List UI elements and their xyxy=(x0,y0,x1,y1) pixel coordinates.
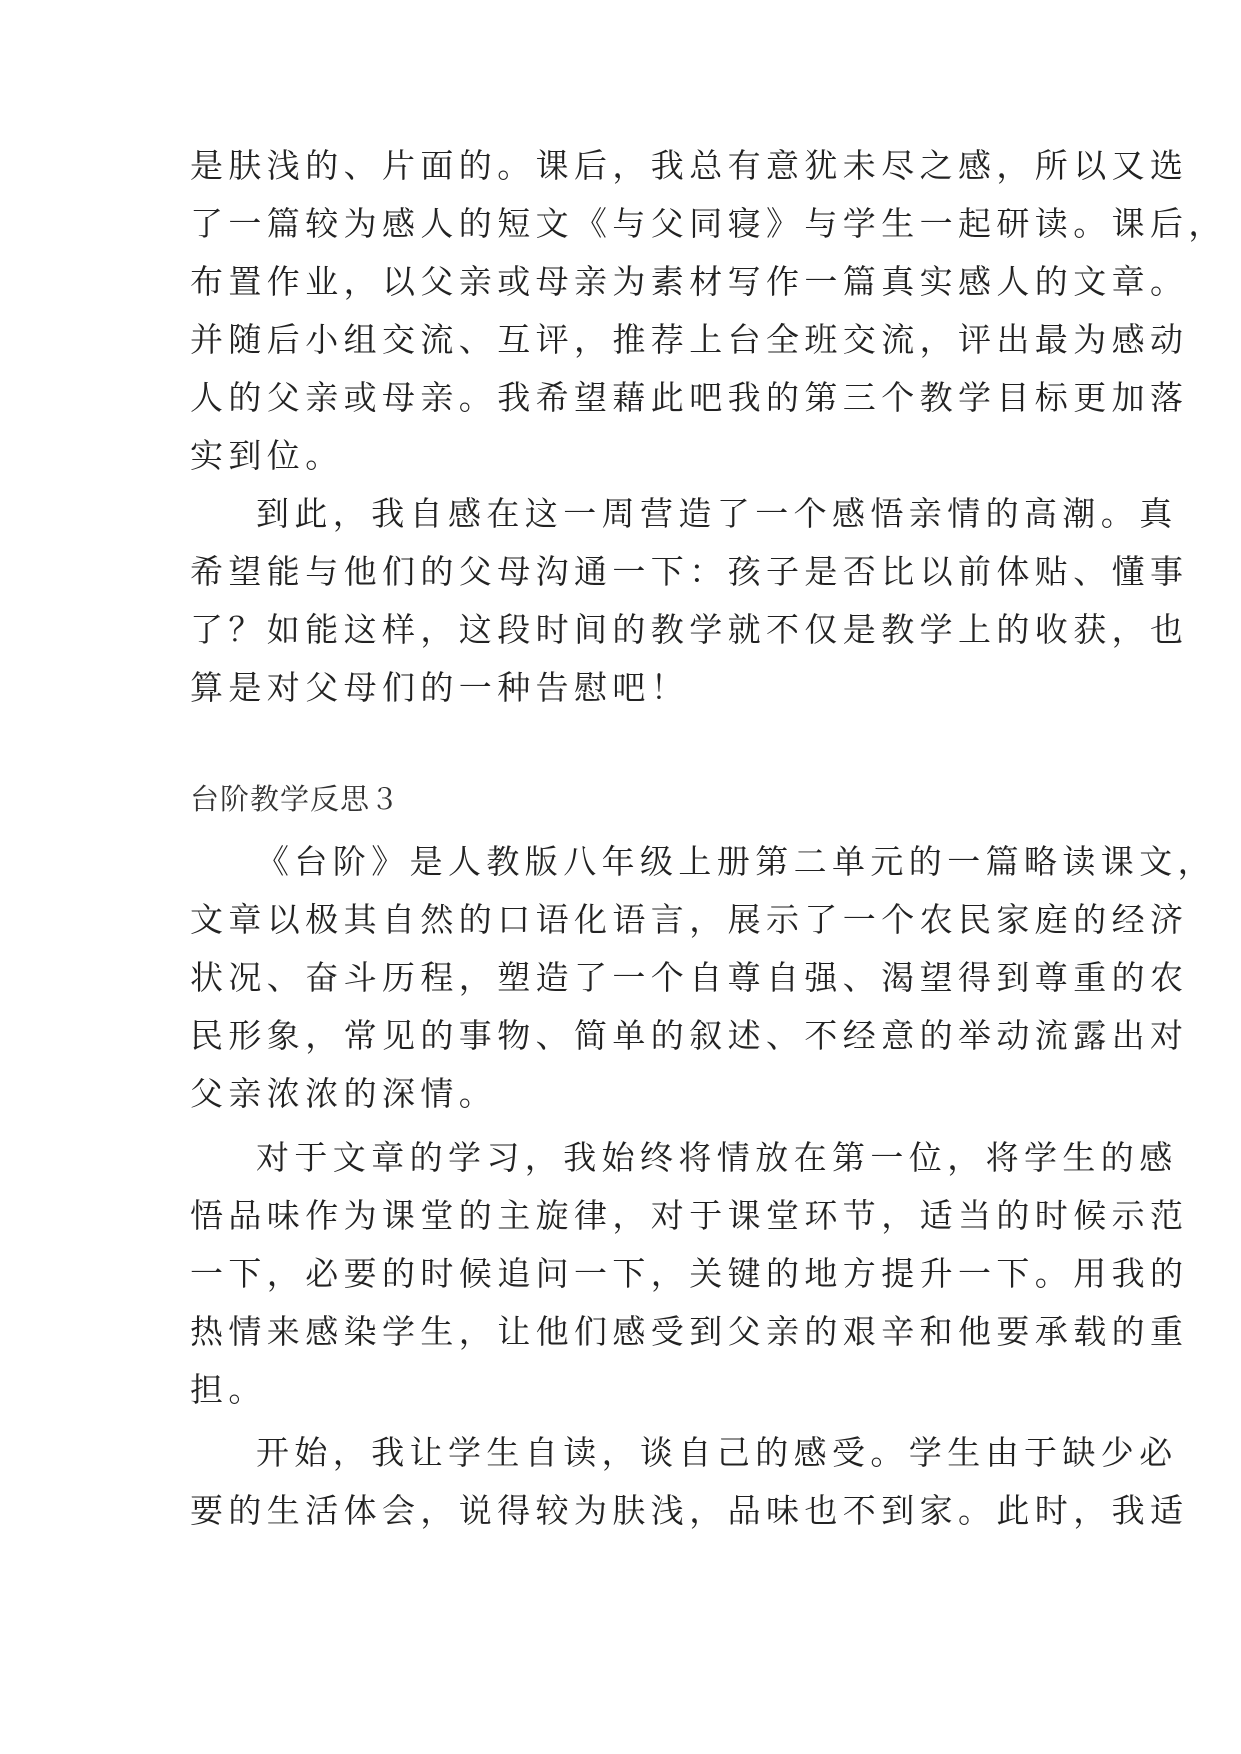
section-heading: 台阶教学反思３ xyxy=(190,782,401,816)
text-line: 并随后小组交流、互评，推荐上台全班交流，评出最为感动 xyxy=(190,320,1189,359)
text-line: 开始，我让学生自读，谈自己的感受。学生由于缺少必 xyxy=(256,1433,1178,1472)
text-line: 是肤浅的、片面的。课后，我总有意犹未尽之感，所以又选 xyxy=(190,146,1189,185)
text-line: 人的父亲或母亲。我希望藉此吧我的第三个教学目标更加落 xyxy=(190,378,1189,417)
text-line: 实到位。 xyxy=(190,436,344,475)
text-line: 状况、奋斗历程，塑造了一个自尊自强、渴望得到尊重的农 xyxy=(190,958,1189,997)
text-line: 担。 xyxy=(190,1370,267,1409)
text-line: 一下，必要的时候追问一下，关键的地方提升一下。用我的 xyxy=(190,1254,1189,1293)
text-line: 民形象，常见的事物、简单的叙述、不经意的举动流露出对 xyxy=(190,1016,1189,1055)
text-line: 了？如能这样，这段时间的教学就不仅是教学上的收获，也 xyxy=(190,610,1189,649)
text-line: 《台阶》是人教版八年级上册第二单元的一篇略读课文， xyxy=(256,842,1216,881)
text-line: 热情来感染学生，让他们感受到父亲的艰辛和他要承载的重 xyxy=(190,1312,1189,1351)
text-line: 希望能与他们的父母沟通一下：孩子是否比以前体贴、懂事 xyxy=(190,552,1189,591)
text-line: 到此，我自感在这一周营造了一个感悟亲情的高潮。真 xyxy=(256,494,1178,533)
text-line: 算是对父母们的一种告慰吧！ xyxy=(190,668,690,707)
text-line: 悟品味作为课堂的主旋律，对于课堂环节，适当的时候示范 xyxy=(190,1196,1189,1235)
text-line: 父亲浓浓的深情。 xyxy=(190,1074,498,1113)
text-line: 了一篇较为感人的短文《与父同寝》与学生一起研读。课后， xyxy=(190,204,1227,243)
text-line: 文章以极其自然的口语化语言，展示了一个农民家庭的经济 xyxy=(190,900,1189,939)
text-line: 布置作业，以父亲或母亲为素材写作一篇真实感人的文章。 xyxy=(190,262,1189,301)
text-line: 对于文章的学习，我始终将情放在第一位，将学生的感 xyxy=(256,1138,1178,1177)
text-line: 要的生活体会，说得较为肤浅，品味也不到家。此时，我适 xyxy=(190,1491,1189,1530)
